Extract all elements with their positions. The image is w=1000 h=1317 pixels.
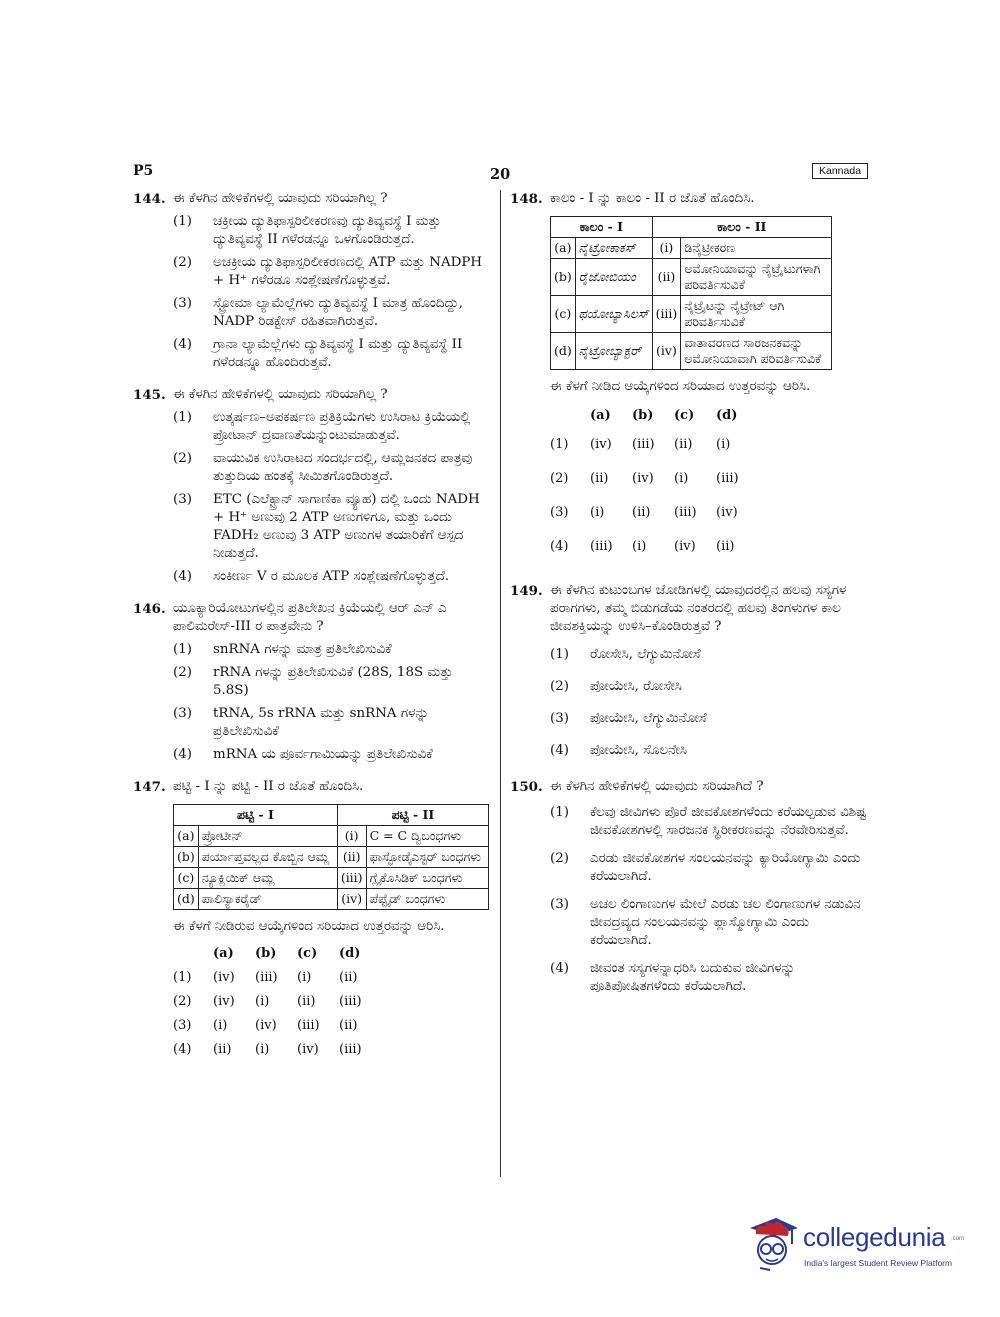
answer-cell: (iv) [213,970,235,985]
answer-cell: (i) [632,539,647,554]
row-label: (b) [551,259,576,296]
instruction-text: ಈ ಕೆಳಗೆ ನೀಡಿದ ಆಯ್ಕೆಗಳಿಂದ ಸರಿಯಾದ ಉತ್ತರವನ್ನು ಆರಿಸಿ. [550,379,811,394]
row-label: (iii) [337,868,366,889]
option-text: ಅಚಲ ಲಿಂಗಾಣುಗಳ ಮೇಲೆ ಎರಡು ಚಲ ಲಿಂಗಾಣುಗಳ ನಡುವಿನ ಜೀವದ್ರವ್ಯದ ಸಂಲಯನವನ್ನು ಪ್ಲಾಸ್ಮೋಗ್ಯಾಮಿ ಎಂದು ಕರೆಯಲಾಗಿದೆ. [590,897,861,948]
option-text: mRNA ಯ ಪೂರ್ವಗಾಮಿಯನ್ನು ಪ್ರತಿಲೇಖಿಸುವಿಕೆ [213,747,433,762]
answer-cell: (ii) [590,471,609,486]
table-row [174,889,489,910]
answer-option[interactable] [173,990,381,1014]
table-row [551,296,832,333]
row-label: (i) [337,826,366,847]
option[interactable] [550,960,868,996]
question-text: ಈ ಕೆಳಗಿನ ಹೇಳಿಕೆಗಳಲ್ಲಿ ಯಾವುದು ಸರಿಯಾಗಿದೆ ? [550,779,764,794]
match-table [550,216,832,370]
table-row [174,868,489,889]
table-header: ಕಾಲಂ - I [551,217,653,238]
answer-cell: (i) [297,970,312,985]
answer-cell: (iv) [632,471,654,486]
option-label: (3) [173,296,192,311]
question-145 [133,386,491,586]
row-label: (d) [174,889,199,910]
option-label: (4) [550,743,569,758]
answer-grid [550,404,758,564]
question-150 [510,778,868,996]
answer-col-header: (b) [255,946,277,961]
answer-col-header: (d) [339,946,361,961]
cell: C = C ದ್ವಿಬಂಧಗಳು [366,826,488,847]
answer-cell: (iii) [674,505,697,520]
table-row [551,259,832,296]
match-table [173,804,489,910]
question-149 [510,582,868,760]
answer-col-header: (c) [674,408,695,423]
option[interactable] [550,804,868,840]
row-label: (ii) [652,259,681,296]
answer-col-header: (d) [716,408,738,423]
paper-code: P5 [133,163,154,179]
option-text: ಪೋಯೇಸಿ, ರೋಸೇಸಿ [590,679,682,694]
answer-cell: (i) [716,437,731,452]
cell: ನ್ಯೂಕ್ಲಿಯಿಕ್ ಆಮ್ಲ [198,868,337,889]
row-label: (c) [174,868,199,889]
cell: ಪರ್ಯಾಪ್ತವಲ್ಲದ ಕೊಬ್ಬಿನ ಆಮ್ಲ [198,847,337,868]
question-147 [133,778,491,1062]
answer-option[interactable] [550,428,758,462]
option[interactable] [173,664,491,700]
option-text: ಕೆಲವು ಜೀವಿಗಳು ಪೊರೆ ಜೀವಕೋಶಗಳೆಂದು ಕರೆಯಲ್ಪಡುವ ವಿಶಿಷ್ಟ ಜೀವಕೋಶಗಳಲ್ಲಿ ಸಾರಜನಕ ಸ್ಥಿರೀಕರಣವನ್ನು ನೆರವೇರಿಸುತ್ತವೆ. [590,805,867,838]
option-label: (1) [173,970,192,985]
option-label: (4) [173,747,192,762]
answer-cell: (ii) [716,539,735,554]
table-row [551,238,832,259]
table-row [551,333,832,370]
answer-cell: (ii) [632,505,651,520]
cell: ಡಿನೈಟ್ರೀಕರಣ [681,238,832,259]
question-number: 150. [510,779,543,795]
option-text: ಎರಡು ಜೀವಕೋಶಗಳ ಸಂಲಯನವನ್ನು ಕ್ಯಾರಿಯೋಗ್ಯಾಮಿ ಎಂದು ಕರೆಯಲಾಗಿದೆ. [590,851,861,884]
cell: ರೈಜೋಬಿಯಂ [575,259,652,296]
logo-name: collegedunia [803,1222,946,1252]
row-label: (d) [551,333,576,370]
option[interactable] [550,678,868,696]
cell: ಪಾಲಿಸ್ಯಾಕರೈಡ್ [198,889,337,910]
option-text: ಚಕ್ರೀಯ ದ್ಯುತಿಫಾಸ್ಪರಿಲೀಕರಣವು ದ್ಯುತಿವ್ಯವಸ್ಥೆ I ಮತ್ತು ದ್ಯುತಿವ್ಯವಸ್ಥೆ II ಗಳೆರಡನ್ನೂ ಒಳಗೊಂಡಿರುತ್ತದೆ. [213,214,441,247]
option-label: (4) [173,337,192,352]
question-number: 147. [133,779,166,795]
answer-option[interactable] [173,1038,381,1062]
answer-cell: (ii) [339,970,358,985]
answer-option[interactable] [173,966,381,990]
answer-cell: (iii) [297,1018,320,1033]
option[interactable] [173,746,491,764]
answer-cell: (iv) [255,1018,277,1033]
option-label: (3) [173,1018,192,1033]
option[interactable] [550,710,868,728]
answer-cell: (iii) [339,1042,362,1057]
option-label: (1) [173,410,192,425]
option-label: (2) [550,471,569,486]
option-text: ಪೋಯೇಸಿ, ಲೆಗ್ಯುಮಿನೋಸೆ [590,711,707,726]
answer-cell: (iii) [716,471,739,486]
row-label: (a) [174,826,199,847]
answer-option[interactable] [550,496,758,530]
row-label: (ii) [337,847,366,868]
question-number: 144. [133,191,166,207]
option-label: (2) [173,994,192,1009]
option-text: ETC (ಎಲೆಕ್ಟ್ರಾನ್ ಸಾಗಾಣಿಕಾ ವ್ಯೂಹ) ದಲ್ಲಿ ಒಂದು NADH + H⁺ ಅಣುವು 2 ATP ಅಣುಗಳಿಗೂ, ಮತ್ತು ಒಂದು FADH₂ ಅಣುವು 3 ATP ಅಣುಗಳ ತಯಾರಿಕೆಗೆ ಆಸ್ಪದ ನೀಡುತ್ತದೆ. [213,492,480,561]
option-text: ವಾಯುವಿಕ ಉಸಿರಾಟದ ಸಂದರ್ಭದಲ್ಲಿ, ಆಮ್ಲಜನಕದ ಪಾತ್ರವು ತುತ್ತುದಿಯ ಹಂತಕ್ಕೆ ಸೀಮಿತಗೊಂಡಿರುತ್ತದೆ. [213,451,473,484]
answer-cell: (i) [674,471,689,486]
row-label: (c) [551,296,576,333]
option-label: (2) [550,851,569,866]
option-label: (1) [550,647,569,662]
student-mascot-icon [746,1214,800,1272]
answer-option[interactable] [550,530,758,564]
answer-col-header: (b) [632,408,654,423]
option-label: (4) [173,1042,192,1057]
option-label: (2) [173,451,192,466]
column-divider [500,190,501,1177]
option-label: (3) [173,492,192,507]
option-text: ಜೀವಂತ ಸಸ್ಯಗಳನ್ನಾಧರಿಸಿ ಬದುಕುವ ಜೀವಿಗಳನ್ನು ಪೂತಿಪೋಷಿತಗಳೆಂದು ಕರೆಯಲಾಗಿದೆ. [590,961,796,994]
option[interactable] [550,850,868,886]
option[interactable] [173,213,491,249]
option-label: (1) [173,642,192,657]
logo-tagline: India's largest Student Review Platform [804,1258,953,1268]
question-146 [133,600,491,764]
option-label: (1) [550,805,569,820]
option-text: ಉತ್ಕರ್ಷಣ–ಅಪಕರ್ಷಣ ಪ್ರತಿಕ್ರಿಯೆಗಳು ಉಸಿರಾಟ ಕ್ರಿಯೆಯಲ್ಲಿ ಪ್ರೋಟಾನ್ ದ್ರವಾಣತೆಯನ್ನುಂಟುಮಾಡುತ್ತವೆ. [213,410,471,443]
option[interactable] [550,896,868,950]
answer-cell: (iv) [213,994,235,1009]
option-label: (3) [173,706,192,721]
cell: ನೈಟ್ರೈಟನ್ನು ನೈಟ್ರೇಟ್ ಆಗಿ ಪರಿವರ್ತಿಸುವಿಕೆ [681,296,832,333]
right-column [510,190,868,1010]
table-header: ಪಟ್ಟಿ - I [174,805,338,826]
cell: ಥಯೋಬ್ಯಾಸಿಲಸ್ [575,296,652,333]
cell: ನೈಟ್ರೋಬ್ಯಾಕ್ಟರ್ [575,333,652,370]
question-text: ಈ ಕೆಳಗಿನ ಹೇಳಿಕೆಗಳಲ್ಲಿ ಯಾವುದು ಸರಿಯಾಗಿಲ್ಲ ? [173,387,388,402]
question-text: ಯೂಕ್ಯಾರಿಯೋಟುಗಳಲ್ಲಿನ ಪ್ರತಿಲೇಖನ ಕ್ರಿಯೆಯಲ್ಲಿ ಆರ್ ಎನ್ ಎ ಪಾಲಿಮರೇಸ್-III ರ ಪಾತ್ರವೇನು ? [173,601,447,634]
language-label: Kannada [812,163,868,179]
option-label: (3) [550,897,569,912]
answer-col-header: (c) [297,946,318,961]
table-row [174,847,489,868]
option-label: (2) [173,255,192,270]
logo-tld: .com [951,1236,965,1242]
option[interactable] [173,295,491,331]
option-text: ಅಚಕ್ರೀಯ ದ್ಯುತಿಫಾಸ್ಪರಿಲೀಕರಣದಲ್ಲಿ ATP ಮತ್ತು NADPH + H⁺ ಗಳೆರಡೂ ಸಂಶ್ಲೇಷಣೆಗೊಳ್ಳುತ್ತವೆ. [213,255,483,288]
cell: ನೈಟ್ರೋಕಾಕಸ್ [575,238,652,259]
instruction-text: ಈ ಕೆಳಗೆ ನೀಡಿರುವ ಆಯ್ಕೆಗಳಿಂದ ಸರಿಯಾದ ಉತ್ತರವನ್ನು ಆರಿಸಿ. [173,919,445,934]
question-number: 149. [510,583,543,599]
option-label: (2) [173,665,192,680]
answer-cell: (i) [255,1042,270,1057]
option[interactable] [173,491,491,563]
answer-option[interactable] [550,462,758,496]
answer-cell: (iii) [632,437,655,452]
option[interactable] [550,742,868,760]
answer-cell: (iv) [297,1042,319,1057]
option[interactable] [173,336,491,372]
option-label: (1) [550,437,569,452]
option-label: (3) [550,711,569,726]
cell: ಫಾಸ್ಫೋಡೈಎಸ್ಟರ್ ಬಂಧಗಳು [366,847,488,868]
option-text: ರೋಸೇಸಿ, ಲೆಗ್ಯುಮಿನೋಸೆ [590,647,701,662]
question-number: 148. [510,191,543,207]
option[interactable] [173,641,491,659]
answer-option[interactable] [173,1014,381,1038]
cell: ವಾತಾವರಣದ ಸಾರಜನಕವನ್ನು ಅಮೋನಿಯಾವಾಗಿ ಪರಿವರ್ತಿಸುವಿಕೆ [681,333,832,370]
row-label: (b) [174,847,199,868]
option-label: (2) [550,679,569,694]
answer-cell: (iii) [255,970,278,985]
question-number: 145. [133,387,166,403]
option[interactable] [173,568,491,586]
answer-grid [173,942,381,1062]
left-column [133,190,491,1076]
answer-cell: (iv) [716,505,738,520]
answer-cell: (ii) [339,1018,358,1033]
row-label: (i) [652,238,681,259]
answer-cell: (ii) [213,1042,232,1057]
page-number: 20 [490,166,511,183]
question-144 [133,190,491,372]
answer-col-header: (a) [213,946,234,961]
option-text: ಸ್ಟ್ರೋಮಾ ಲ್ಯಾಮೆಲ್ಲೆಗಳು ದ್ಯುತಿವ್ಯವಸ್ಥೆ I ಮಾತ್ರ ಹೊಂದಿದ್ದು, NADP ರಿಡಕ್ಟೇಸ್ ರಹಿತವಾಗಿರುತ್ತವೆ. [213,296,463,329]
question-text: ಪಟ್ಟಿ - I ನ್ನು ಪಟ್ಟಿ - II ರ ಜೊತೆ ಹೊಂದಿಸಿ. [173,779,364,794]
row-label: (a) [551,238,576,259]
option-text: ಸಂಕೀರ್ಣ V ರ ಮೂಲಕ ATP ಸಂಶ್ಲೇಷಣೆಗೊಳ್ಳುತ್ತದೆ. [213,569,450,584]
collegedunia-logo[interactable] [746,1208,968,1278]
answer-cell: (iv) [590,437,612,452]
option[interactable] [173,409,491,445]
option-text: rRNA ಗಳನ್ನು ಪ್ರತಿಲೇಖಿಸುವಿಕೆ (28S, 18S ಮತ್ತು 5.8S) [213,665,453,698]
cell: ಪೆಪ್ಟೈಡ್ ಬಂಧಗಳು [366,889,488,910]
cell: ಗ್ಲೈಕೊಸಿಡಿಕ್ ಬಂಧಗಳು [366,868,488,889]
row-label: (iii) [652,296,681,333]
option-text: ಗ್ರಾನಾ ಲ್ಯಾಮೆಲ್ಲೆಗಳು ದ್ಯುತಿವ್ಯವಸ್ಥೆ I ಮತ್ತು ದ್ಯುತಿವ್ಯವಸ್ಥೆ II ಗಳೆರಡನ್ನೂ ಹೊಂದಿರುತ್ತವೆ. [213,337,463,370]
option[interactable] [173,254,491,290]
option-label: (3) [550,505,569,520]
answer-cell: (i) [213,1018,228,1033]
question-text: ಈ ಕೆಳಗಿನ ಹೇಳಿಕೆಗಳಲ್ಲಿ ಯಾವುದು ಸರಿಯಾಗಿಲ್ಲ ? [173,191,388,206]
cell: ಅಮೋನಿಯಾವನ್ನು ನೈಟ್ರೈಟುಗಳಾಗಿ ಪರಿವರ್ತಿಸುವಿಕೆ [681,259,832,296]
answer-cell: (ii) [674,437,693,452]
option-label: (4) [550,961,569,976]
answer-cell: (iii) [590,539,613,554]
option-text: tRNA, 5s rRNA ಮತ್ತು snRNA ಗಳನ್ನು ಪ್ರತಿಲೇಖಿಸುವಿಕೆ [213,706,429,739]
option-text: ಪೋಯೇಸಿ, ಸೊಲನೇಸಿ [590,743,687,758]
option[interactable] [550,646,868,664]
table-header: ಕಾಲಂ - II [652,217,831,238]
row-label: (iv) [652,333,681,370]
answer-cell: (iv) [674,539,696,554]
table-header: ಪಟ್ಟಿ - II [337,805,488,826]
answer-col-header: (a) [590,408,611,423]
option-label: (4) [550,539,569,554]
answer-cell: (i) [590,505,605,520]
cell: ಪ್ರೋಟೀನ್ [198,826,337,847]
question-text: ಕಾಲಂ - I ನ್ನು ಕಾಲಂ - II ರ ಜೊತೆ ಹೊಂದಿಸಿ. [550,191,755,206]
answer-cell: (ii) [297,994,316,1009]
question-148 [510,190,868,564]
option[interactable] [173,450,491,486]
option-label: (1) [173,214,192,229]
row-label: (iv) [337,889,366,910]
option-label: (4) [173,569,192,584]
question-text: ಈ ಕೆಳಗಿನ ಕುಟುಂಬಗಳ ಜೋಡಿಗಳಲ್ಲಿ ಯಾವುದರಲ್ಲಿನ ಹಲವು ಸಸ್ಯಗಳ ಪರಾಗಗಳು, ತಮ್ಮ ಬಿಡುಗಡೆಯ ನಂತರದಲ್ಲಿ ಹಲವು ತಿಂಗಳುಗಳ ಕಾಲ ಜೀವಶಕ್ತಿಯನ್ನು ಉಳಿಸಿ–ಕೊಂಡಿರುತ್ತವೆ ? [550,583,847,634]
question-number: 146. [133,601,166,617]
option-text: snRNA ಗಳನ್ನು ಮಾತ್ರ ಪ್ರತಿಲೇಖಿಸುವಿಕೆ [213,642,392,657]
answer-cell: (iii) [339,994,362,1009]
answer-cell: (i) [255,994,270,1009]
table-row [174,826,489,847]
option[interactable] [173,705,491,741]
